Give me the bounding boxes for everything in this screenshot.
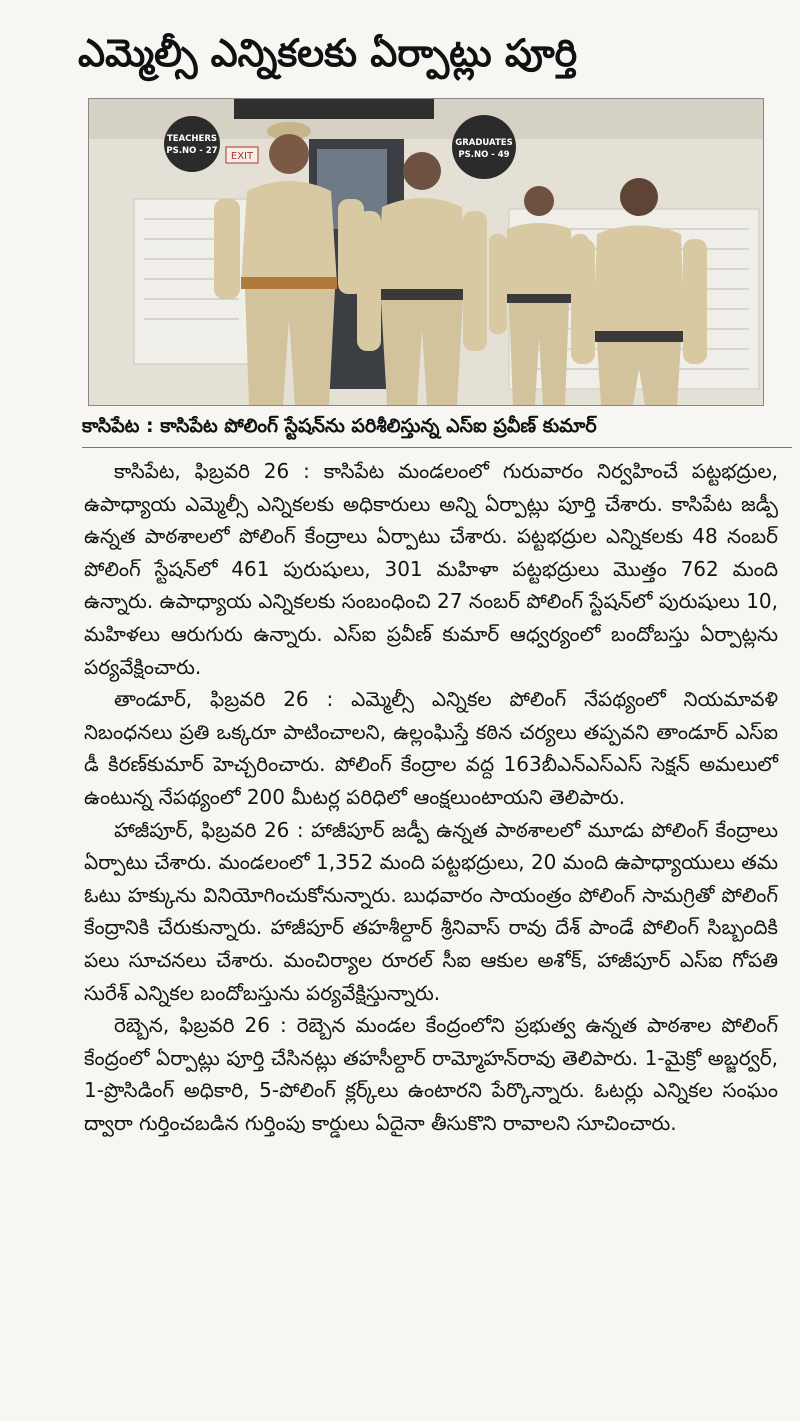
caption-divider [82,447,792,448]
paragraph-hajipur: హాజీపూర్, ఫిబ్రవరి 26 : హాజీపూర్ జడ్పీ ఉన్నత పాఠశాలలో మూడు పోలింగ్ కేంద్రాలు ఏర్పాటు చేశారు. మండలంలో 1,352 మంది పట్టభద్రులు, 20 మంది ఉపాధ్యాయులు తమ ఓటు హక్కును వినియోగించుకోనున్నారు. బుధవారం సాయంత్రం పోలింగ్ సామగ్రితో పోలింగ్ కేంద్రానికి చేరుకున్నారు. హాజీపూర్ తహశీల్దార్ శ్రీనివాస్ రావు దేశ్ పాండే పోలింగ్ సిబ్బందికి పలు సూచనలు చేశారు. మంచిర్యాల రూరల్ సీఐ ఆకుల అశోక్, హాజీపూర్ ఎస్ఐ గోపతి సురేశ్ ఎన్నికల బందోబస్తును పర్యవేక్షిస్తున్నారు. [84,817,778,1005]
paragraph-rebbena: రెబ్బెన, ఫిబ్రవరి 26 : రెబ్బెన మండల కేంద్రంలోని ప్రభుత్వ ఉన్నత పాఠశాల పోలింగ్ కేంద్రంలో ఏర్పాట్లు పూర్తి చేసినట్లు తహసీల్దార్ రామ్మోహన్‌రావు తెలిపారు. 1-మైక్రో అబ్జర్వర్, 1-ప్రొసిడింగ్ అధికారి, 5-పోలింగ్ క్లర్క్‌లు ఉంటారని పేర్కొన్నారు. ఓటర్లు ఎన్నికల సంఘం ద్వారా గుర్తించబడిన గుర్తింపు కార్డులు ఏదైనా తీసుకొని రావాలని సూచించారు. [84,1013,778,1135]
photo-caption: కాసిపేట : కాసిపేట పోలింగ్ స్టేషన్‌ను పరిశీలిస్తున్న ఎస్ఐ ప్రవీణ్ కుమార్ [82,415,597,437]
teachers-sign-line2: PS.NO - 27 [166,146,218,156]
police-officers-photo [89,99,763,405]
exit-sign-text: EXIT [230,151,254,162]
headline: ఎమ్మెల్సీ ఎన్నికలకు ఏర్పాట్లు పూర్తి [78,31,578,75]
news-photo [88,98,764,406]
previous-article-strip [90,0,610,14]
graduates-sign-line2: PS.NO - 49 [458,150,510,160]
teachers-sign [164,116,220,172]
article-body [84,455,778,1405]
graduates-sign-line1: GRADUATES [455,138,513,148]
paragraph-tandur: తాండూర్, ఫిబ్రవరి 26 : ఎమ్మెల్సీ ఎన్నికల పోలింగ్ నేపథ్యంలో నియమావళి నిబంధనలు ప్రతి ఒక్కరూ పాటించాలని, ఉల్లంఘిస్తే కఠిన చర్యలు తప్పవని తాండూర్ ఎస్ఐ డీ కిరణ్‌కుమార్ హెచ్చరించారు. పోలింగ్ కేంద్రాల వద్ద 163బీఎన్ఎస్ఎస్ సెక్షన్ అమలులో ఉంటున్న నేపథ్యంలో 200 మీటర్ల పరిధిలో ఆంక్షలుంటాయని తెలిపారు. [84,687,778,809]
paragraph-kasipet: కాసిపేట, ఫిబ్రవరి 26 : కాసిపేట మండలంలో గురువారం నిర్వహించే పట్టభద్రుల, ఉపాధ్యాయ ఎమ్మెల్సీ ఎన్నికలకు అధికారులు అన్ని ఏర్పాట్లు పూర్తి చేశారు. కాసిపేట జడ్పీ ఉన్నత పాఠశాలలో పోలింగ్ కేంద్రాలు ఏర్పాటు చేశారు. పట్టభద్రుల ఎన్నికలకు 48 నంబర్ పోలింగ్ స్టేషన్‌లో 461 పురుషులు, 301 మహిళా పట్టభద్రులు మొత్తం 762 మంది ఉన్నారు. ఉపాధ్యాయ ఎన్నికలకు సంబంధించి 27 నంబర్ పోలింగ్ స్టేషన్‌లో పురుషులు 10, మహిళలు ఆరుగురు ఉన్నారు. ఎస్ఐ ప్రవీణ్ కుమార్ ఆధ్వర్యంలో బందోబస్తు ఏర్పాట్లను పర్యవేక్షించారు. [84,459,778,679]
teachers-sign-line1: TEACHERS [166,134,218,144]
next-article-strip [84,1412,504,1421]
